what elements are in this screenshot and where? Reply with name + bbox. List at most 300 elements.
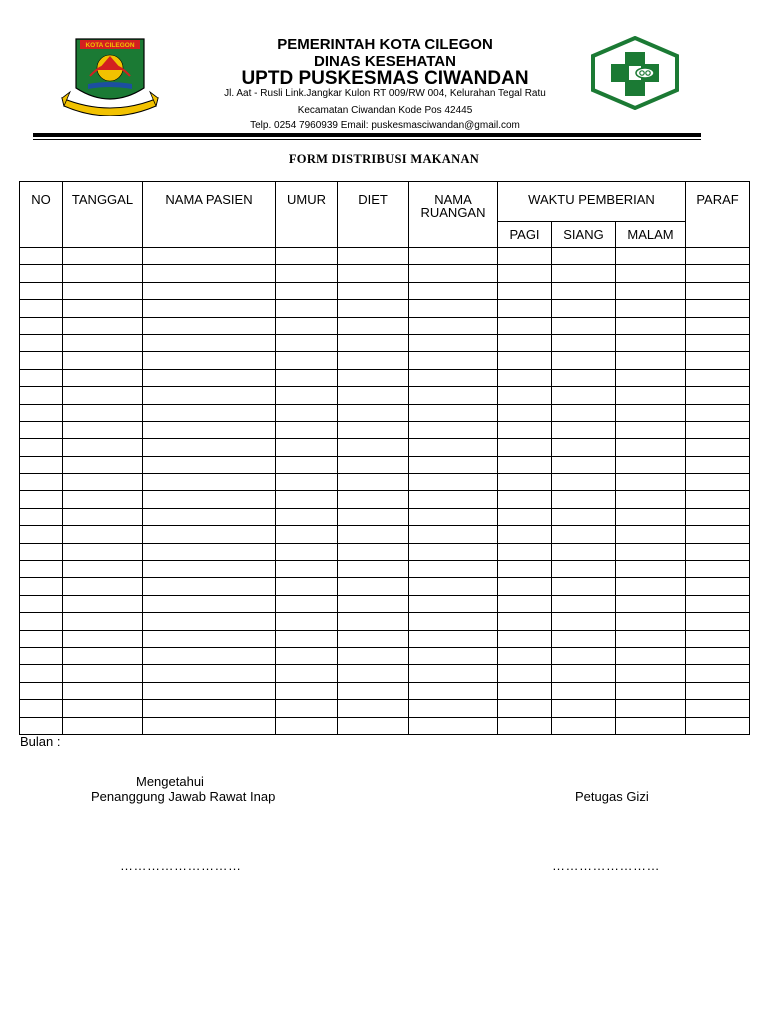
header-no: NO — [20, 182, 63, 248]
table-cell[interactable] — [143, 543, 276, 560]
table-cell[interactable] — [20, 421, 63, 438]
table-cell[interactable] — [409, 439, 498, 456]
table-cell[interactable] — [498, 300, 552, 317]
table-cell[interactable] — [552, 491, 616, 508]
table-cell[interactable] — [20, 682, 63, 699]
table-cell[interactable] — [409, 526, 498, 543]
table-cell[interactable] — [552, 595, 616, 612]
table-cell[interactable] — [686, 491, 750, 508]
table-cell[interactable] — [552, 526, 616, 543]
table-cell[interactable] — [338, 717, 409, 734]
table-cell[interactable] — [276, 352, 338, 369]
table-cell[interactable] — [20, 474, 63, 491]
table-cell[interactable] — [276, 717, 338, 734]
table-cell[interactable] — [338, 334, 409, 351]
table-cell[interactable] — [63, 682, 143, 699]
table-cell[interactable] — [20, 526, 63, 543]
table-cell[interactable] — [409, 248, 498, 265]
table-cell[interactable] — [63, 352, 143, 369]
table-cell[interactable] — [143, 300, 276, 317]
table-cell[interactable] — [20, 543, 63, 560]
table-cell[interactable] — [143, 439, 276, 456]
table-cell[interactable] — [143, 682, 276, 699]
table-cell[interactable] — [498, 387, 552, 404]
table-cell[interactable] — [498, 248, 552, 265]
table-cell[interactable] — [338, 613, 409, 630]
table-cell[interactable] — [338, 456, 409, 473]
table-row — [20, 317, 750, 334]
table-cell[interactable] — [552, 682, 616, 699]
table-cell[interactable] — [409, 595, 498, 612]
table-cell[interactable] — [409, 317, 498, 334]
table-cell[interactable] — [63, 491, 143, 508]
table-cell[interactable] — [686, 595, 750, 612]
table-cell[interactable] — [20, 404, 63, 421]
table-cell[interactable] — [409, 578, 498, 595]
table-cell[interactable] — [63, 474, 143, 491]
table-cell[interactable] — [276, 700, 338, 717]
table-row — [20, 387, 750, 404]
table-cell[interactable] — [143, 317, 276, 334]
table-cell[interactable] — [409, 421, 498, 438]
table-row — [20, 282, 750, 299]
table-cell[interactable] — [143, 595, 276, 612]
table-cell[interactable] — [20, 248, 63, 265]
table-cell[interactable] — [63, 647, 143, 664]
table-cell[interactable] — [498, 317, 552, 334]
table-cell[interactable] — [276, 387, 338, 404]
table-cell[interactable] — [552, 630, 616, 647]
header-nama-ruangan: NAMA RUANGAN — [409, 182, 498, 248]
table-cell[interactable] — [63, 543, 143, 560]
table-cell[interactable] — [63, 613, 143, 630]
table-cell[interactable] — [616, 369, 686, 386]
table-cell[interactable] — [276, 665, 338, 682]
table-cell[interactable] — [276, 613, 338, 630]
table-cell[interactable] — [498, 717, 552, 734]
table-cell[interactable] — [20, 647, 63, 664]
contact-line: Telp. 0254 7960939 Email: puskesmasciwandan@gmail.com — [250, 120, 520, 131]
table-cell[interactable] — [616, 248, 686, 265]
table-row — [20, 474, 750, 491]
table-cell[interactable] — [616, 265, 686, 282]
table-cell[interactable] — [616, 613, 686, 630]
table-cell[interactable] — [338, 352, 409, 369]
table-cell[interactable] — [143, 561, 276, 578]
table-cell[interactable] — [552, 387, 616, 404]
table-body — [20, 248, 750, 735]
table-cell[interactable] — [686, 647, 750, 664]
table-cell[interactable] — [498, 543, 552, 560]
table-cell[interactable] — [616, 474, 686, 491]
table-cell[interactable] — [686, 561, 750, 578]
table-cell[interactable] — [143, 613, 276, 630]
table-cell[interactable] — [498, 508, 552, 525]
table-cell[interactable] — [552, 404, 616, 421]
table-cell[interactable] — [143, 421, 276, 438]
table-cell[interactable] — [616, 491, 686, 508]
table-cell[interactable] — [338, 595, 409, 612]
table-row — [20, 561, 750, 578]
table-cell[interactable] — [63, 300, 143, 317]
table-cell[interactable] — [143, 700, 276, 717]
table-cell[interactable] — [686, 613, 750, 630]
table-cell[interactable] — [63, 334, 143, 351]
table-cell[interactable] — [276, 248, 338, 265]
table-cell[interactable] — [616, 578, 686, 595]
table-cell[interactable] — [552, 613, 616, 630]
table-cell[interactable] — [409, 717, 498, 734]
table-cell[interactable] — [20, 508, 63, 525]
table-cell[interactable] — [498, 282, 552, 299]
table-cell[interactable] — [686, 578, 750, 595]
table-cell[interactable] — [20, 613, 63, 630]
table-cell[interactable] — [616, 526, 686, 543]
table-cell[interactable] — [498, 682, 552, 699]
table-cell[interactable] — [338, 421, 409, 438]
table-cell[interactable] — [686, 508, 750, 525]
table-cell[interactable] — [276, 369, 338, 386]
table-cell[interactable] — [686, 369, 750, 386]
table-cell[interactable] — [552, 265, 616, 282]
table-cell[interactable] — [498, 578, 552, 595]
table-cell[interactable] — [20, 300, 63, 317]
table-cell[interactable] — [338, 682, 409, 699]
table-cell[interactable] — [276, 317, 338, 334]
table-cell[interactable] — [276, 543, 338, 560]
table-cell[interactable] — [498, 491, 552, 508]
table-cell[interactable] — [686, 474, 750, 491]
table-cell[interactable] — [276, 578, 338, 595]
table-cell[interactable] — [338, 317, 409, 334]
table-row — [20, 595, 750, 612]
table-cell[interactable] — [498, 613, 552, 630]
table-cell[interactable] — [20, 491, 63, 508]
table-cell[interactable] — [20, 630, 63, 647]
table-cell[interactable] — [552, 317, 616, 334]
table-cell[interactable] — [686, 421, 750, 438]
table-cell[interactable] — [616, 352, 686, 369]
table-cell[interactable] — [409, 265, 498, 282]
table-cell[interactable] — [552, 421, 616, 438]
table-cell[interactable] — [338, 508, 409, 525]
table-cell[interactable] — [20, 265, 63, 282]
table-cell[interactable] — [409, 543, 498, 560]
table-cell[interactable] — [686, 717, 750, 734]
kota-cilegon-crest-logo — [60, 36, 160, 116]
table-cell[interactable] — [409, 387, 498, 404]
table-cell[interactable] — [498, 421, 552, 438]
table-cell[interactable] — [552, 665, 616, 682]
table-cell[interactable] — [63, 508, 143, 525]
table-cell[interactable] — [63, 387, 143, 404]
table-cell[interactable] — [63, 317, 143, 334]
table-cell[interactable] — [338, 630, 409, 647]
table-cell[interactable] — [143, 282, 276, 299]
table-cell[interactable] — [143, 265, 276, 282]
table-cell[interactable] — [143, 474, 276, 491]
table-cell[interactable] — [616, 682, 686, 699]
table-cell[interactable] — [409, 404, 498, 421]
table-cell[interactable] — [409, 456, 498, 473]
table-cell[interactable] — [276, 647, 338, 664]
table-cell[interactable] — [63, 717, 143, 734]
table-cell[interactable] — [338, 300, 409, 317]
form-title: FORM DISTRIBUSI MAKANAN — [288, 152, 480, 166]
table-cell[interactable] — [686, 700, 750, 717]
table-cell[interactable] — [63, 265, 143, 282]
table-cell[interactable] — [63, 456, 143, 473]
table-cell[interactable] — [276, 334, 338, 351]
table-cell[interactable] — [686, 387, 750, 404]
table-cell[interactable] — [616, 421, 686, 438]
table-cell[interactable] — [20, 334, 63, 351]
table-cell[interactable] — [686, 439, 750, 456]
table-cell[interactable] — [276, 595, 338, 612]
table-cell[interactable] — [552, 456, 616, 473]
table-cell[interactable] — [276, 421, 338, 438]
table-cell[interactable] — [143, 508, 276, 525]
table-cell[interactable] — [498, 439, 552, 456]
table-cell[interactable] — [20, 578, 63, 595]
table-cell[interactable] — [276, 474, 338, 491]
table-cell[interactable] — [276, 439, 338, 456]
table-cell[interactable] — [338, 369, 409, 386]
table-cell[interactable] — [276, 561, 338, 578]
table-cell[interactable] — [338, 439, 409, 456]
table-cell[interactable] — [338, 665, 409, 682]
table-cell[interactable] — [20, 439, 63, 456]
table-cell[interactable] — [552, 369, 616, 386]
table-cell[interactable] — [63, 700, 143, 717]
table-cell[interactable] — [143, 665, 276, 682]
table-cell[interactable] — [20, 561, 63, 578]
table-cell[interactable] — [338, 404, 409, 421]
table-cell[interactable] — [409, 665, 498, 682]
table-cell[interactable] — [616, 508, 686, 525]
table-cell[interactable] — [409, 334, 498, 351]
table-cell[interactable] — [143, 387, 276, 404]
table-cell[interactable] — [498, 526, 552, 543]
table-cell[interactable] — [498, 647, 552, 664]
table-cell[interactable] — [498, 561, 552, 578]
table-cell[interactable] — [276, 265, 338, 282]
table-cell[interactable] — [276, 508, 338, 525]
table-cell[interactable] — [498, 630, 552, 647]
table-cell[interactable] — [63, 404, 143, 421]
table-cell[interactable] — [409, 491, 498, 508]
table-cell[interactable] — [20, 352, 63, 369]
table-cell[interactable] — [63, 369, 143, 386]
table-cell[interactable] — [143, 491, 276, 508]
table-cell[interactable] — [143, 352, 276, 369]
table-cell[interactable] — [63, 578, 143, 595]
table-cell[interactable] — [63, 248, 143, 265]
table-cell[interactable] — [338, 700, 409, 717]
table-cell[interactable] — [338, 578, 409, 595]
table-cell[interactable] — [63, 665, 143, 682]
table-cell[interactable] — [616, 282, 686, 299]
table-cell[interactable] — [498, 334, 552, 351]
table-cell[interactable] — [143, 578, 276, 595]
table-cell[interactable] — [338, 543, 409, 560]
table-cell[interactable] — [686, 543, 750, 560]
table-cell[interactable] — [552, 248, 616, 265]
table-cell[interactable] — [552, 334, 616, 351]
table-cell[interactable] — [552, 282, 616, 299]
table-cell[interactable] — [20, 317, 63, 334]
table-cell[interactable] — [616, 300, 686, 317]
table-cell[interactable] — [409, 700, 498, 717]
table-cell[interactable] — [498, 265, 552, 282]
table-cell[interactable] — [616, 630, 686, 647]
table-cell[interactable] — [616, 561, 686, 578]
table-cell[interactable] — [63, 595, 143, 612]
table-cell[interactable] — [20, 700, 63, 717]
table-cell[interactable] — [276, 404, 338, 421]
table-cell[interactable] — [498, 595, 552, 612]
table-cell[interactable] — [276, 282, 338, 299]
table-cell[interactable] — [338, 282, 409, 299]
table-cell[interactable] — [498, 474, 552, 491]
table-cell[interactable] — [143, 717, 276, 734]
table-cell[interactable] — [276, 526, 338, 543]
table-cell[interactable] — [143, 404, 276, 421]
table-row — [20, 543, 750, 560]
table-cell[interactable] — [409, 682, 498, 699]
table-cell[interactable] — [63, 630, 143, 647]
table-cell[interactable] — [276, 682, 338, 699]
table-row — [20, 404, 750, 421]
table-cell[interactable] — [409, 474, 498, 491]
table-cell[interactable] — [686, 630, 750, 647]
table-cell[interactable] — [498, 369, 552, 386]
table-cell[interactable] — [616, 404, 686, 421]
table-cell[interactable] — [552, 352, 616, 369]
table-cell[interactable] — [143, 526, 276, 543]
table-cell[interactable] — [409, 508, 498, 525]
table-cell[interactable] — [686, 334, 750, 351]
table-cell[interactable] — [63, 526, 143, 543]
table-cell[interactable] — [616, 387, 686, 404]
table-cell[interactable] — [686, 665, 750, 682]
table-cell[interactable] — [338, 561, 409, 578]
table-cell[interactable] — [552, 561, 616, 578]
table-cell[interactable] — [20, 387, 63, 404]
table-cell[interactable] — [686, 317, 750, 334]
table-cell[interactable] — [616, 456, 686, 473]
table-cell[interactable] — [143, 456, 276, 473]
table-cell[interactable] — [552, 474, 616, 491]
table-cell[interactable] — [498, 404, 552, 421]
table-cell[interactable] — [63, 282, 143, 299]
table-cell[interactable] — [338, 387, 409, 404]
table-cell[interactable] — [498, 700, 552, 717]
table-cell[interactable] — [552, 578, 616, 595]
table-cell[interactable] — [143, 369, 276, 386]
table-cell[interactable] — [338, 248, 409, 265]
table-cell[interactable] — [409, 613, 498, 630]
table-cell[interactable] — [686, 248, 750, 265]
table-cell[interactable] — [338, 491, 409, 508]
table-cell[interactable] — [616, 665, 686, 682]
table-cell[interactable] — [143, 630, 276, 647]
table-cell[interactable] — [20, 595, 63, 612]
table-cell[interactable] — [409, 369, 498, 386]
header-pagi: PAGI — [498, 222, 552, 248]
table-cell[interactable] — [686, 300, 750, 317]
table-cell[interactable] — [616, 700, 686, 717]
table-cell[interactable] — [20, 369, 63, 386]
table-cell[interactable] — [686, 265, 750, 282]
table-cell[interactable] — [686, 282, 750, 299]
table-cell[interactable] — [498, 352, 552, 369]
table-cell[interactable] — [686, 352, 750, 369]
table-cell[interactable] — [338, 526, 409, 543]
table-cell[interactable] — [63, 421, 143, 438]
table-cell[interactable] — [616, 595, 686, 612]
table-cell[interactable] — [409, 647, 498, 664]
table-cell[interactable] — [63, 439, 143, 456]
table-cell[interactable] — [20, 665, 63, 682]
table-cell[interactable] — [552, 508, 616, 525]
table-cell[interactable] — [552, 647, 616, 664]
table-cell[interactable] — [616, 334, 686, 351]
table-cell[interactable] — [338, 474, 409, 491]
header-siang: SIANG — [552, 222, 616, 248]
table-row — [20, 700, 750, 717]
table-cell[interactable] — [616, 543, 686, 560]
table-cell[interactable] — [498, 665, 552, 682]
table-cell[interactable] — [276, 456, 338, 473]
table-cell[interactable] — [552, 700, 616, 717]
table-cell[interactable] — [409, 561, 498, 578]
header-diet: DIET — [338, 182, 409, 248]
table-cell[interactable] — [616, 647, 686, 664]
table-cell[interactable] — [338, 647, 409, 664]
table-cell[interactable] — [143, 334, 276, 351]
table-cell[interactable] — [20, 717, 63, 734]
table-cell[interactable] — [552, 717, 616, 734]
table-cell[interactable] — [498, 456, 552, 473]
table-cell[interactable] — [686, 404, 750, 421]
table-cell[interactable] — [552, 439, 616, 456]
table-cell[interactable] — [686, 526, 750, 543]
table-cell[interactable] — [409, 282, 498, 299]
table-cell[interactable] — [552, 300, 616, 317]
table-cell[interactable] — [409, 630, 498, 647]
table-cell[interactable] — [276, 491, 338, 508]
table-cell[interactable] — [276, 300, 338, 317]
table-cell[interactable] — [143, 647, 276, 664]
table-cell[interactable] — [686, 682, 750, 699]
table-cell[interactable] — [20, 282, 63, 299]
table-cell[interactable] — [616, 317, 686, 334]
table-cell[interactable] — [616, 717, 686, 734]
table-cell[interactable] — [552, 543, 616, 560]
table-cell[interactable] — [143, 248, 276, 265]
table-cell[interactable] — [20, 456, 63, 473]
table-cell[interactable] — [63, 561, 143, 578]
table-cell[interactable] — [276, 630, 338, 647]
table-cell[interactable] — [686, 456, 750, 473]
table-cell[interactable] — [409, 352, 498, 369]
table-cell[interactable] — [338, 265, 409, 282]
table-cell[interactable] — [616, 439, 686, 456]
table-row — [20, 647, 750, 664]
table-cell[interactable] — [409, 300, 498, 317]
table-row — [20, 421, 750, 438]
